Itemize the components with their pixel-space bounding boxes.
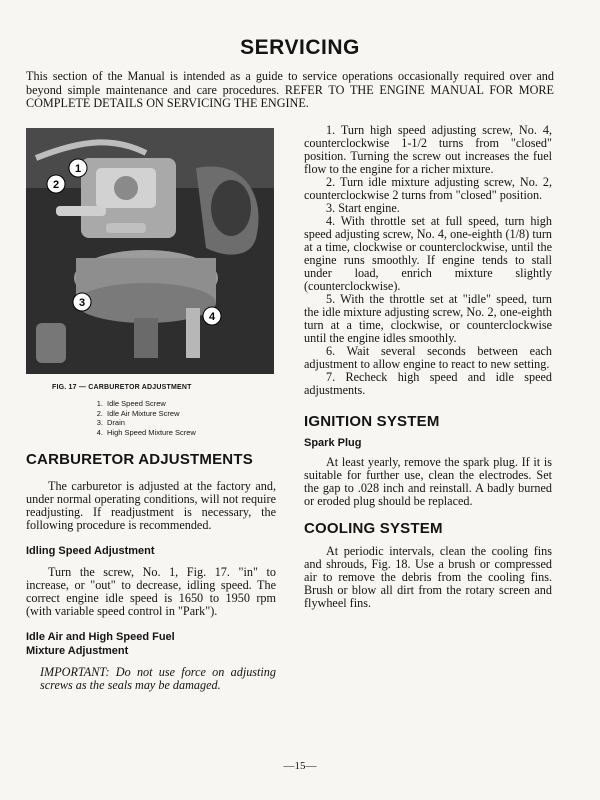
step-1: 1. Turn high speed adjusting screw, No. 4, counterclockwise 1-1/2 turns from "closed" position. Turning the screw out increases the fuel flow to the engine for a richer mixture. (304, 123, 552, 176)
spark-plug-text: At least yearly, remove the spark plug. If it is suitable for further use, clean the electrodes. Set the gap to .028 inch and reinstall. A badly burned or eroded plug should be replaced. (304, 455, 552, 508)
svg-text:2: 2 (52, 179, 60, 191)
svg-text:4: 4 (208, 311, 216, 323)
step-3: 3. Start engine. (326, 201, 400, 215)
ignition-heading: IGNITION SYSTEM (304, 413, 440, 430)
right-column (304, 124, 552, 610)
idle-speed-heading: Idling Speed Adjustment (26, 545, 155, 557)
legend-item: 4. High Speed Mixture Screw (96, 427, 196, 437)
svg-text:3: 3 (78, 297, 86, 309)
callout-4 (203, 307, 221, 325)
step-5: 5. With the throttle set at "idle" speed, turn the idle mixture adjusting screw, No. 2, one-eighth turn at a time, clockwise, or counterclockwise until the engine idles smoothly. (304, 292, 552, 345)
mixture-heading: Idle Air and High Speed Fuel Mixture Adjustment (26, 631, 175, 657)
page-number: —15— (283, 760, 317, 772)
carburetor-photo (26, 128, 274, 374)
step-2: 2. Turn idle mixture adjusting screw, No. 2, counterclockwise 2 turns from "closed" position. (304, 175, 552, 202)
legend-item: 2. Idle Air Mixture Screw (96, 408, 180, 418)
callout-2 (47, 175, 65, 193)
cooling-heading: COOLING SYSTEM (304, 520, 443, 537)
step-6: 6. Wait several seconds between each adjustment to allow engine to react to new setting. (304, 344, 552, 371)
legend-item: 3. Drain (96, 418, 125, 427)
left-column (26, 128, 276, 692)
callout-1 (69, 159, 87, 177)
legend-item: 1. Idle Speed Screw (96, 399, 166, 408)
figure-caption: FIG. 17 — CARBURETOR ADJUSTMENT (52, 384, 192, 391)
important-note: IMPORTANT: Do not use force on adjusting screws as the seals may be damaged. (40, 665, 276, 692)
spark-plug-heading: Spark Plug (304, 437, 362, 449)
cooling-text: At periodic intervals, clean the cooling fins and shrouds, Fig. 18. Use a brush or compressed air to remove the debris from the cooling fins. Brush or blow all dirt from the rotary screen and flywheel fins. (304, 544, 552, 610)
carburetor-heading: CARBURETOR ADJUSTMENTS (26, 451, 253, 468)
carburetor-illustration (26, 128, 274, 374)
callout-3 (73, 293, 91, 311)
figure-legend (91, 399, 276, 437)
carburetor-intro: The carburetor is adjusted at the factory and, under normal operating conditions, will not require readjusting. If readjustment is necessary, the following procedure is recommended. (26, 479, 276, 532)
page-title: SERVICING (240, 36, 360, 59)
intro-paragraph: This section of the Manual is intended as a guide to service operations occasionally required over and beyond simple maintenance and care procedures. REFER TO THE ENGINE MANUAL FOR MORE COMPLETE DETAILS ON SERVICING THE ENGINE. (26, 69, 554, 110)
idle-speed-text: Turn the screw, No. 1, Fig. 17. "in" to increase, or "out" to decrease, idling speed. The correct engine idle speed is 1650 to 1950 rpm (with variable speed control in "Park"). (26, 565, 276, 618)
svg-text:1: 1 (74, 163, 82, 175)
step-7: 7. Recheck high speed and idle speed adjustments. (304, 370, 552, 397)
step-4: 4. With throttle set at full speed, turn high speed adjusting screw, No. 4, one-eighth (1/8) turn at a time, clockwise or counterclockwise, until the engine runs smoothly. If engine tends to stall under load, enrich mixture slightly (counterclockwise). (304, 214, 552, 293)
